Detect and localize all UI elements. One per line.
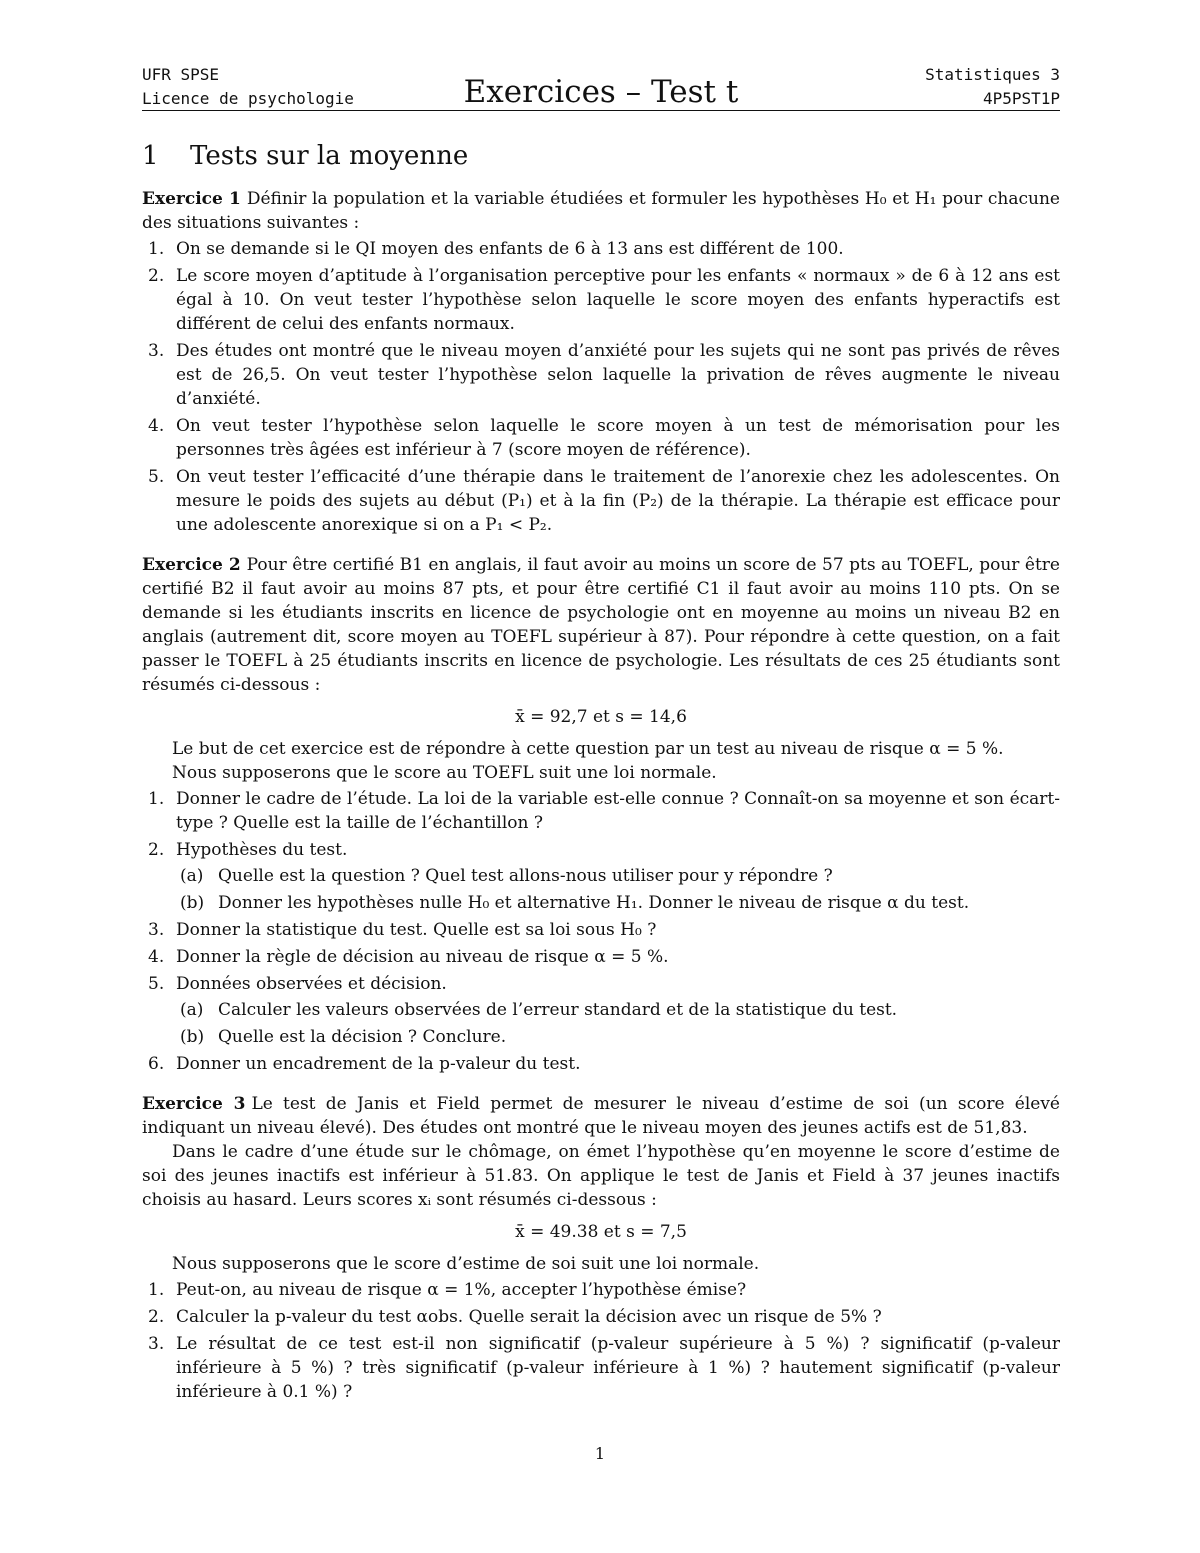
item-number: 6. (148, 1054, 165, 1074)
list-item (142, 787, 1060, 835)
item-number: 3. (148, 1334, 165, 1354)
list-item (142, 1278, 1060, 1302)
item-text: Le résultat de ce test est-il non significatif (p-valeur supérieure à 5 %) ? significatif (p-valeur inférieure à 5 %) ? très significatif (p-valeur inférieure à 1 %) ? hautement significatif (p-valeur inférieure à 0.1 %) ? (176, 1334, 1060, 1402)
header-right (925, 63, 1060, 111)
paragraph: Nous supposerons que le score d’estime de soi suit une loi normale. (172, 1254, 760, 1274)
item-number: 2. (148, 266, 165, 286)
exercise-3 (142, 1092, 1060, 1404)
item-text: Donner la statistique du test. Quelle est sa loi sous H₀ ? (176, 920, 657, 940)
list-item (142, 339, 1060, 411)
item-text: Donner le cadre de l’étude. La loi de la variable est-elle connue ? Connaît-on sa moyenne et son écart-type ? Quelle est la taille de l’échantillon ? (176, 789, 1060, 833)
list-item (142, 945, 1060, 969)
section-number: 1 (142, 141, 159, 171)
sub-list-item (142, 998, 1060, 1022)
item-number: 4. (148, 416, 165, 436)
page-header (142, 60, 1060, 111)
item-text: Donner la règle de décision au niveau de risque α = 5 %. (176, 947, 669, 967)
item-number: 5. (148, 974, 165, 994)
exercise-1-list (142, 237, 1060, 537)
item-number: (b) (180, 893, 205, 913)
item-number: 3. (148, 341, 165, 361)
page-title: Exercices – Test t (463, 74, 739, 110)
exercise-label: Exercice 2 (142, 555, 241, 575)
exercise-1 (142, 187, 1060, 537)
list-item (142, 465, 1060, 537)
exercise-intro: Pour être certifié B1 en anglais, il faut avoir au moins un score de 57 pts au TOEFL, pour être certifié B2 il faut avoir au moins 87 pts, et pour être certifié C1 il faut avoir au moins 110 pts. On se demande si les étudiants inscrits en licence de psychologie ont en moyenne au moins un niveau B2 en anglais (autrement dit, score moyen au TOEFL supérieur à 87). Pour répondre à cette question, on a fait passer le TOEFL à 25 étudiants inscrits en licence de psychologie. Les résultats de ces 25 étudiants sont résumés ci-dessous : (142, 555, 1060, 695)
exercise-intro: Le test de Janis et Field permet de mesurer le niveau d’estime de soi (un score élevé indiquant un niveau élevé). Des études ont montré que le niveau moyen des jeunes actifs est de 51,83. (142, 1094, 1060, 1138)
paragraph: Nous supposerons que le score au TOEFL suit une loi normale. (172, 763, 717, 783)
list-item (142, 918, 1060, 942)
document-page (142, 60, 1060, 1407)
item-number: 4. (148, 947, 165, 967)
paragraph: Dans le cadre d’une étude sur le chômage, on émet l’hypothèse qu’en moyenne le score d’estime de soi des jeunes inactifs est inférieur à 51.83. On applique le test de Janis et Field à 37 jeunes inactifs choisis au hasard. Leurs scores xᵢ sont résumés ci-dessous : (142, 1142, 1060, 1210)
header-institution: UFR SPSE (142, 65, 220, 84)
section-title: Tests sur la moyenne (190, 141, 469, 171)
item-number: 2. (148, 840, 165, 860)
item-text: Hypothèses du test. (176, 840, 348, 860)
item-number: 1. (148, 789, 165, 809)
item-number: 3. (148, 920, 165, 940)
sub-list (142, 864, 1060, 915)
item-text: Données observées et décision. (176, 974, 447, 994)
list-item (142, 1052, 1060, 1076)
formula: x̄ = 92,7 et s = 14,6 (515, 707, 687, 727)
header-code: 4P5PST1P (982, 89, 1060, 108)
exercise-2 (142, 553, 1060, 1076)
item-text: On veut tester l’efficacité d’une thérapie dans le traitement de l’anorexie chez les adolescentes. On mesure le poids des sujets au début (P₁) et à la fin (P₂) de la thérapie. La thérapie est efficace pour une adolescente anorexique si on a P₁ < P₂. (176, 467, 1060, 535)
list-item (142, 237, 1060, 261)
section-heading (142, 139, 1060, 173)
header-course: Statistiques 3 (925, 65, 1060, 84)
item-number: (a) (180, 866, 204, 886)
exercise-label: Exercice 3 (142, 1094, 246, 1114)
exercise-label: Exercice 1 (142, 189, 241, 209)
list-item (142, 264, 1060, 336)
item-text: Donner les hypothèses nulle H₀ et alternative H₁. Donner le niveau de risque α du test. (218, 893, 970, 913)
list-item (142, 838, 1060, 915)
item-text: Calculer la p-valeur du test αobs. Quelle serait la décision avec un risque de 5% ? (176, 1307, 882, 1327)
item-text: Calculer les valeurs observées de l’erreur standard et de la statistique du test. (218, 1000, 898, 1020)
formula: x̄ = 49.38 et s = 7,5 (515, 1222, 687, 1242)
paragraph: Le but de cet exercice est de répondre à cette question par un test au niveau de risque α = 5 %. (172, 739, 1004, 759)
item-number: 2. (148, 1307, 165, 1327)
item-text: Le score moyen d’aptitude à l’organisation perceptive pour les enfants « normaux » de 6 à 12 ans est égal à 10. On veut tester l’hypothèse selon laquelle le score moyen des enfants hyperactifs est différent de celui des enfants normaux. (176, 266, 1060, 334)
sub-list-item (142, 864, 1060, 888)
sub-list-item (142, 1025, 1060, 1049)
list-item (142, 1305, 1060, 1329)
item-text: On veut tester l’hypothèse selon laquelle le score moyen à un test de mémorisation pour les personnes très âgées est inférieur à 7 (score moyen de référence). (176, 416, 1060, 460)
item-text: Peut-on, au niveau de risque α = 1%, accepter l’hypothèse émise? (176, 1280, 747, 1300)
item-number: (b) (180, 1027, 205, 1047)
sub-list (142, 998, 1060, 1049)
page-number: 1 (594, 1444, 606, 1463)
item-text: Des études ont montré que le niveau moyen d’anxiété pour les sujets qui ne sont pas privés de rêves est de 26,5. On veut tester l’hypothèse selon laquelle la privation de rêves augmente le niveau d’anxiété. (176, 341, 1060, 409)
exercise-2-list (142, 787, 1060, 1076)
item-text: Quelle est la question ? Quel test allons-nous utiliser pour y répondre ? (218, 866, 833, 886)
header-program: Licence de psychologie (142, 89, 354, 108)
exercise-intro: Définir la population et la variable étudiées et formuler les hypothèses H₀ et H₁ pour chacune des situations suivantes : (142, 189, 1060, 233)
item-number: 1. (148, 239, 165, 259)
item-number: (a) (180, 1000, 204, 1020)
item-text: On se demande si le QI moyen des enfants de 6 à 13 ans est différent de 100. (176, 239, 844, 259)
item-number: 5. (148, 467, 165, 487)
sub-list-item (142, 891, 1060, 915)
exercise-3-list (142, 1278, 1060, 1404)
item-number: 1. (148, 1280, 165, 1300)
list-item (142, 414, 1060, 462)
item-text: Donner un encadrement de la p-valeur du test. (176, 1054, 581, 1074)
list-item (142, 972, 1060, 1049)
list-item (142, 1332, 1060, 1404)
item-text: Quelle est la décision ? Conclure. (218, 1027, 507, 1047)
